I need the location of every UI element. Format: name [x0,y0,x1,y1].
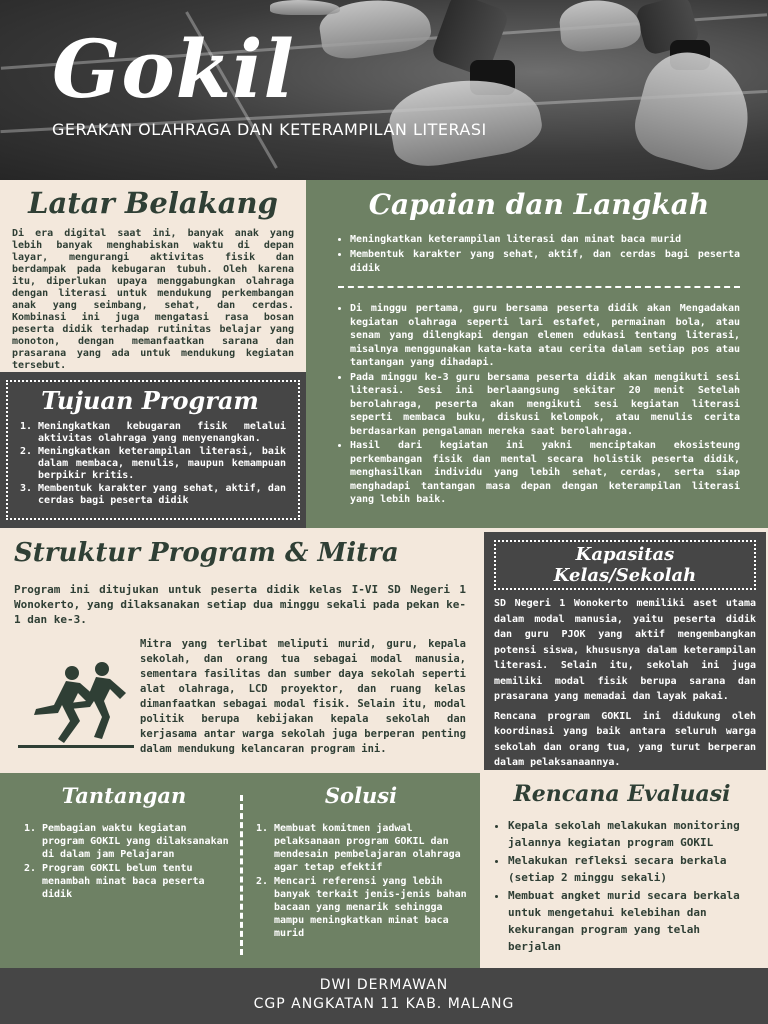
capaian-steps [338,302,740,507]
tujuan-item: 1. Meningkatkan kebugaran fisik melalui aktivitas olahraga yang menyenangkan. [38,421,286,445]
capaian-goal-item: • Meningkatkan keterampilan literasi dan minat baca murid [350,233,740,247]
latar-text: Di era digital saat ini, banyak anak yang lebih banyak menghabiskan waktu di depan layar, mengurangi aktivitas fisik dan berdampak pada kebugaran tubuh. Oleh karena itu, diperlukan upaya menggabungkan olahraga dengan literasi untuk mendukung perkembangan anak yang seimbang, sehat, dan cerdas. Kombinasi ini juga mengatasi rasa bosan peserta didik terhadap rutinitas belajar yang monoton, dengan memanfaatkan sarana dan prasarana yang ada untuk mendukung kegiatan tersebut. [12,228,294,371]
author-affiliation: CGP ANGKATAN 11 KAB. MALANG [253,996,515,1012]
tantangan-item: 2. Program GOKIL belum tentu menambah minat baca peserta didik [42,862,230,901]
struktur-section [0,528,480,773]
evaluasi-item: • Membuat angket murid secara berkala untuk mengetahui kelebihan dan kekurangan program yang telah berjalan [508,887,754,955]
evaluasi-list [490,817,754,955]
tantangan-item: 1. Pembagian waktu kegiatan program GOKIL yang dilaksanakan di dalam jam Pelajaran [42,822,230,861]
shoe-shape [270,0,340,15]
kapasitas-paragraph-2: Rencana program GOKIL ini didukung oleh koordinasi yang baik antara seluruh warga sekolah dan orang tua, yang turut berperan dalam pelaksanaannya. [494,710,756,768]
kapasitas-section [480,528,768,773]
solusi-title: Solusi [324,783,398,808]
solusi-list [250,822,472,940]
kapasitas-paragraph-1: SD Negeri 1 Wonokerto memiliki aset utama dalam modal manusia, yaitu peserta didik dan guru PJOK yang aktif mengembangkan potensi siswa, khususnya dalam keterampilan literasi. Selain itu, sekolah ini juga memiliki modal fisik berupa sarana dan prasarana yang memadai dan layak pakai. [494,598,756,702]
latar-belakang-section [0,180,306,372]
solusi-block [250,783,472,941]
shoe-shape [558,0,642,53]
latar-title: Latar Belakang [28,186,278,220]
tantangan-title: Tantangan [61,783,187,808]
tantangan-list [18,822,230,901]
capaian-title: Capaian dan Langkah [368,188,710,221]
tantangan-block [18,783,230,902]
solusi-item: 2. Mencari referensi yang lebih banyak terkait jenis-jenis bahan bacaan yang menarik sehingga mampu meningkatkan minat baca murid [274,875,472,940]
shoe-shape [628,43,763,178]
tujuan-frame [6,380,300,520]
vertical-divider [240,795,243,955]
tujuan-title: Tujuan Program [41,386,259,415]
brand-subtitle: GERAKAN OLAHRAGA DAN KETERAMPILAN LITERASI [52,120,487,139]
tujuan-item: 3. Membentuk karakter yang sehat, aktif, dan cerdas bagi peserta didik [38,483,286,507]
author-name: DWI DERMAWAN [319,977,449,993]
kapasitas-title-frame [494,540,756,590]
evaluasi-title: Rencana Evaluasi [513,781,731,807]
capaian-goal-item: • Membentuk karakter yang sehat, aktif, dan cerdas bagi peserta didik [350,248,740,276]
struktur-mitra: Mitra yang terlibat meliputi murid, guru, kepala sekolah, dan orang tua sebagai modal manusia, sementara fasilitas dan sumber daya sekolah seperti alat olahraga, LCD proyektor, dan ruang kelas dimanfaatkan sebagai modal fisik. Selain itu, modal politik berupa kebijakan kepala sekolah dan kerjasama antar warga sekolah juga berperan penting dalam mendukung kelancaran program ini. [140,638,466,755]
capaian-section [306,180,768,528]
solusi-item: 1. Membuat komitmen jadwal pelaksanaan program GOKIL dan mendesain pembelajaran olahraga agar tetap efektif [274,822,472,874]
kapasitas-box [484,532,766,770]
evaluasi-section [480,773,768,968]
brand-title: Gokil [52,22,295,116]
capaian-goals [338,233,740,276]
runners-icon [14,637,140,757]
struktur-intro: Program ini ditujukan untuk peserta didik kelas I-VI SD Negeri 1 Wonokerto, yang dilaksanakan setiap dua minggu sekali pada pekan ke-1 dan ke-3. [14,583,466,626]
header-banner [0,0,768,180]
struktur-title: Struktur Program & Mitra [14,538,399,568]
struktur-body [14,637,466,757]
capaian-step-item: • Di minggu pertama, guru bersama peserta didik akan Mengadakan kegiatan olahraga seperti lari estafet, permainan bola, atau senam yang dilengkapi dengan elemen edukasi tentang literasi, misalnya menggunakan kata-kata atau cerita dalam setiap pos atau tantangan yang dihadapi. [350,302,740,370]
capaian-step-item: • Hasil dari kegiatan ini yakni menciptakan ekosisteung perkembangan fisik dan mental secara holistik peserta didik, menghasilkan individu yang lebih sehat, cerdas, serta siap menghadapi tantangan masa depan dengan keterampilan literasi yang lebih baik. [350,439,740,507]
evaluasi-item: • Melakukan refleksi secara berkala (setiap 2 minggu sekali) [508,852,754,886]
capaian-step-item: • Pada minggu ke-3 guru bersama peserta didik akan mengikuti sesi literasi. Sesi ini berlaangsung sekitar 20 menit Setelah berolahraga, peserta akan mengikuti sesi kegiatan literasi seperti membaca buku, diskusi kelompok, atau menulis cerita berdasarkan pengalaman mereka saat berolahraga. [350,371,740,439]
evaluasi-item: • Kepala sekolah melakukan monitoring jalannya kegiatan program GOKIL [508,817,754,851]
dashed-divider [338,286,740,288]
footer [0,968,768,1024]
tujuan-section [0,372,306,528]
kapasitas-title: Kapasitas Kelas/Sekolah [553,544,697,586]
tujuan-item: 2. Meningkatkan keterampilan literasi, baik dalam membaca, menulis, maupun kemampuan berpikir kritis. [38,446,286,482]
tujuan-list [14,421,286,507]
